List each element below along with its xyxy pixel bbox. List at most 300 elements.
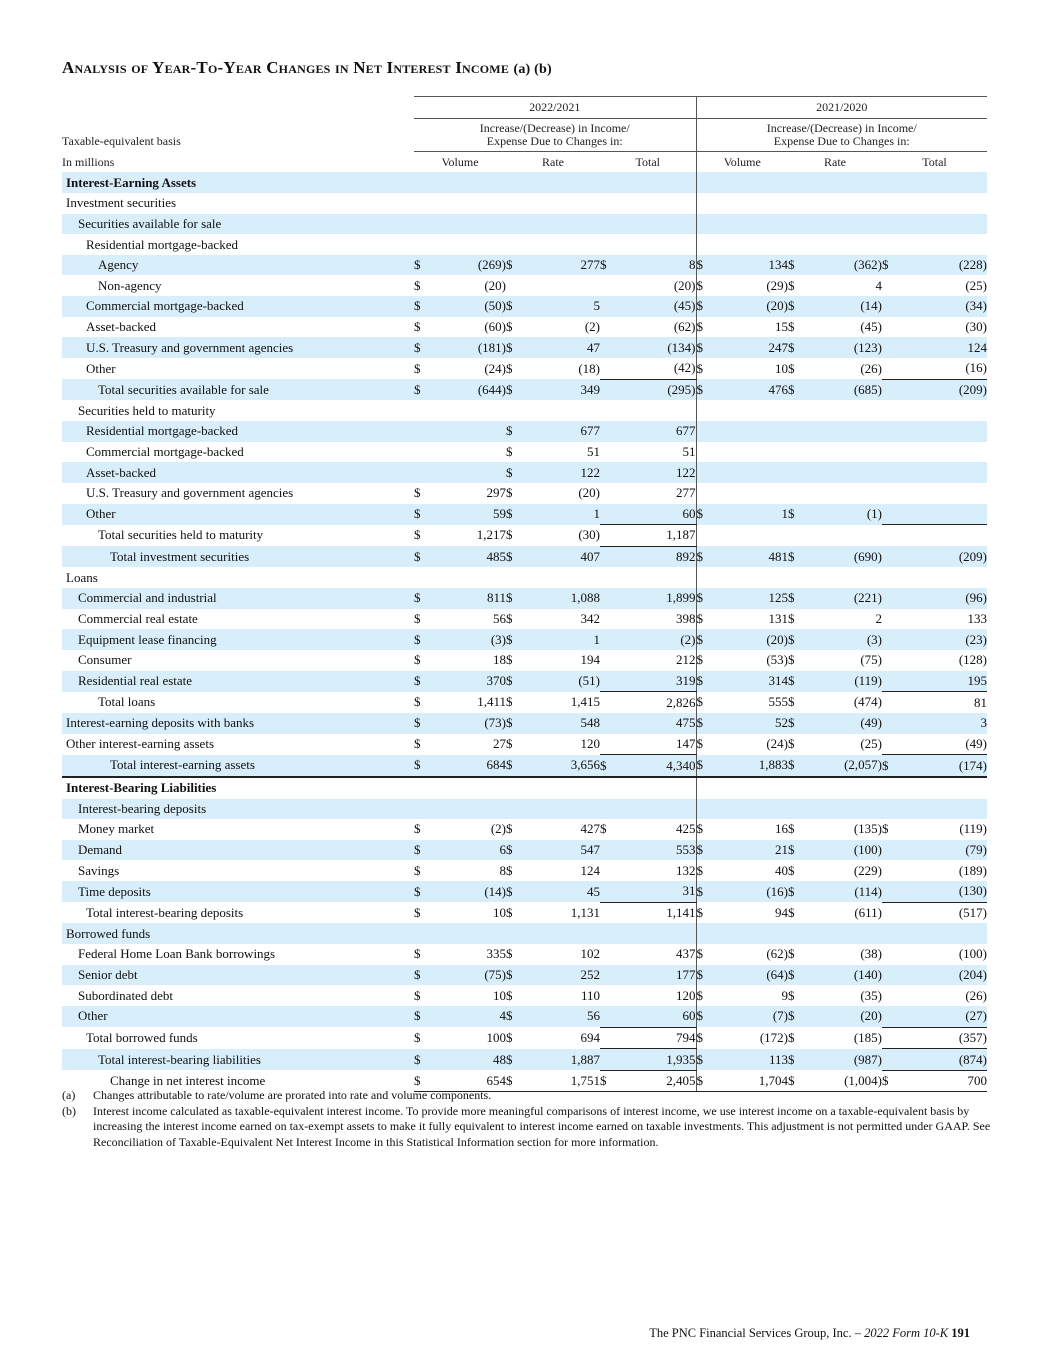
value-cell bbox=[718, 400, 788, 421]
value-cell: 131 bbox=[768, 611, 788, 627]
dollar-sign bbox=[506, 799, 528, 820]
table-row bbox=[62, 483, 987, 504]
value-cell: (53) bbox=[766, 652, 788, 668]
dollar-sign bbox=[600, 650, 622, 671]
dollar-sign: $ bbox=[788, 1006, 810, 1027]
row-label: Money market bbox=[78, 821, 155, 837]
footnote-a-key: (a) bbox=[62, 1088, 76, 1102]
row-label: Equipment lease financing bbox=[62, 629, 414, 650]
dollar-sign bbox=[414, 234, 436, 255]
value-cell bbox=[622, 172, 696, 193]
value-cell: 1,088 bbox=[528, 588, 600, 609]
value-cell: (50) bbox=[436, 296, 506, 317]
value-cell: 102 bbox=[580, 946, 600, 962]
row-label: Residential mortgage-backed bbox=[86, 236, 238, 252]
dollar-sign bbox=[882, 902, 904, 923]
value-cell bbox=[904, 214, 987, 235]
dollar-sign bbox=[696, 172, 718, 193]
value-cell bbox=[904, 234, 987, 255]
dollar-sign: $ bbox=[506, 527, 513, 543]
value-cell: (135) bbox=[853, 821, 882, 837]
value-cell: (75) bbox=[860, 652, 882, 668]
dollar-sign bbox=[882, 1027, 904, 1049]
dollar-sign bbox=[506, 567, 528, 588]
value-cell: (38) bbox=[860, 946, 882, 962]
dollar-sign: $ bbox=[414, 862, 421, 878]
dollar-sign: $ bbox=[506, 881, 528, 902]
dollar-sign bbox=[882, 1006, 904, 1027]
dollar-sign bbox=[882, 799, 904, 820]
value-cell: (49) bbox=[904, 734, 987, 755]
value-cell: (79) bbox=[904, 840, 987, 861]
value-cell: (189) bbox=[958, 862, 987, 878]
value-cell bbox=[810, 799, 882, 820]
dollar-sign bbox=[882, 840, 904, 861]
dollar-sign: $ bbox=[696, 840, 718, 861]
footer-form: 2022 Form 10-K bbox=[864, 1326, 949, 1340]
value-cell: 5 bbox=[528, 296, 600, 317]
row-label: Non-agency bbox=[98, 277, 162, 293]
dollar-sign: $ bbox=[788, 694, 795, 710]
table-row bbox=[62, 172, 987, 193]
dollar-sign: $ bbox=[506, 337, 528, 358]
value-cell: (60) bbox=[484, 319, 506, 335]
dollar-sign bbox=[882, 296, 904, 317]
table-row bbox=[62, 944, 987, 965]
dollar-sign: $ bbox=[788, 904, 795, 920]
dollar-sign bbox=[600, 902, 622, 923]
value-cell bbox=[622, 777, 696, 799]
dollar-sign: $ bbox=[506, 946, 513, 962]
value-cell: (685) bbox=[810, 379, 882, 400]
row-label: Other bbox=[62, 504, 414, 525]
value-cell: 425 bbox=[622, 819, 696, 840]
dollar-sign bbox=[788, 525, 810, 547]
value-cell: 1 bbox=[718, 504, 788, 525]
value-cell: (204) bbox=[904, 965, 987, 986]
value-cell: 177 bbox=[622, 965, 696, 986]
dollar-sign bbox=[600, 629, 622, 650]
dollar-sign: $ bbox=[696, 821, 703, 837]
dollar-sign bbox=[696, 234, 718, 255]
value-cell: 677 bbox=[622, 421, 696, 442]
value-cell: (30) bbox=[578, 527, 600, 543]
footnote-b-key: (b) bbox=[62, 1103, 76, 1118]
dollar-sign: $ bbox=[414, 588, 436, 609]
dollar-sign: $ bbox=[696, 319, 703, 335]
dollar-sign bbox=[696, 777, 718, 799]
value-cell bbox=[436, 234, 506, 255]
dollar-sign: $ bbox=[414, 379, 436, 400]
value-cell: (20) bbox=[578, 485, 600, 501]
value-cell: (3) bbox=[436, 629, 506, 650]
table-row bbox=[62, 588, 987, 609]
dollar-sign: $ bbox=[696, 360, 703, 376]
dollar-sign: $ bbox=[788, 881, 810, 902]
table-row bbox=[62, 337, 987, 358]
dollar-sign: $ bbox=[414, 255, 436, 276]
period-header-2021-2020: 2021/2020 bbox=[696, 97, 987, 119]
value-cell bbox=[622, 799, 696, 820]
value-cell bbox=[810, 923, 882, 944]
dollar-sign: $ bbox=[788, 255, 810, 276]
value-cell: (221) bbox=[810, 588, 882, 609]
value-cell: (30) bbox=[965, 319, 987, 335]
dollar-sign: $ bbox=[414, 1029, 421, 1045]
value-cell: 110 bbox=[580, 987, 600, 1003]
dollar-sign bbox=[882, 609, 904, 630]
value-cell bbox=[904, 525, 987, 547]
dollar-sign bbox=[882, 317, 904, 338]
value-cell: 59 bbox=[436, 504, 506, 525]
dollar-sign bbox=[696, 483, 718, 504]
dollar-sign bbox=[600, 317, 622, 338]
value-cell: 335 bbox=[486, 946, 506, 962]
value-cell: 120 bbox=[622, 985, 696, 1006]
value-cell bbox=[904, 923, 987, 944]
value-cell: (49) bbox=[810, 713, 882, 734]
value-cell: 52 bbox=[718, 713, 788, 734]
value-cell bbox=[528, 234, 600, 255]
value-cell: 10 bbox=[493, 904, 506, 920]
row-label: Agency bbox=[62, 255, 414, 276]
value-cell: (18) bbox=[578, 360, 600, 376]
row-label: Total interest-bearing deposits bbox=[86, 904, 244, 920]
units-label: In millions bbox=[62, 151, 414, 172]
dollar-sign bbox=[600, 777, 622, 799]
table-row bbox=[62, 255, 987, 276]
value-cell: (45) bbox=[622, 296, 696, 317]
dollar-sign bbox=[696, 567, 718, 588]
value-cell: (474) bbox=[853, 694, 882, 710]
dollar-sign bbox=[506, 275, 528, 296]
dollar-sign bbox=[600, 400, 622, 421]
value-cell: (134) bbox=[622, 337, 696, 358]
value-cell bbox=[810, 400, 882, 421]
value-cell bbox=[718, 172, 788, 193]
value-cell: (2) bbox=[490, 821, 506, 837]
dollar-sign bbox=[600, 671, 622, 692]
dollar-sign bbox=[414, 462, 436, 483]
value-cell: (362) bbox=[810, 255, 882, 276]
dollar-sign: $ bbox=[788, 946, 795, 962]
dollar-sign: $ bbox=[506, 546, 528, 567]
dollar-sign: $ bbox=[788, 611, 795, 627]
dollar-sign bbox=[788, 567, 810, 588]
value-cell: 314 bbox=[718, 671, 788, 692]
value-cell: 1,899 bbox=[622, 588, 696, 609]
value-cell: 56 bbox=[528, 1006, 600, 1027]
dollar-sign: $ bbox=[414, 319, 421, 335]
table-row bbox=[62, 650, 987, 671]
dollar-sign: $ bbox=[506, 713, 528, 734]
row-label: Asset-backed bbox=[62, 462, 414, 483]
dollar-sign bbox=[696, 442, 718, 463]
row-label: Commercial mortgage-backed bbox=[86, 443, 244, 459]
dollar-sign: $ bbox=[506, 379, 528, 400]
value-cell: 8 bbox=[622, 255, 696, 276]
value-cell: (690) bbox=[810, 546, 882, 567]
value-cell: 548 bbox=[528, 713, 600, 734]
dollar-sign: $ bbox=[696, 671, 718, 692]
value-cell: 2,405 bbox=[622, 1070, 696, 1092]
dollar-sign: $ bbox=[506, 965, 528, 986]
value-cell: 81 bbox=[974, 694, 987, 710]
page-title bbox=[62, 58, 552, 78]
basis-label: Taxable-equivalent basis bbox=[62, 118, 414, 151]
row-label: Time deposits bbox=[62, 881, 414, 902]
dollar-sign: $ bbox=[696, 1049, 718, 1071]
value-cell: (25) bbox=[965, 277, 987, 293]
value-cell: 2 bbox=[875, 611, 882, 627]
dollar-sign: $ bbox=[506, 485, 513, 501]
dollar-sign: $ bbox=[414, 965, 436, 986]
value-cell bbox=[622, 214, 696, 235]
dollar-sign bbox=[696, 400, 718, 421]
value-cell bbox=[436, 567, 506, 588]
row-label: Other bbox=[86, 360, 116, 376]
value-cell bbox=[622, 567, 696, 588]
dollar-sign bbox=[788, 462, 810, 483]
value-cell: (20) bbox=[622, 275, 696, 296]
footnote-b bbox=[62, 1104, 997, 1151]
value-cell: 212 bbox=[622, 650, 696, 671]
value-cell: 4,340 bbox=[622, 755, 696, 777]
value-cell: (874) bbox=[904, 1049, 987, 1071]
table-row bbox=[62, 462, 987, 483]
value-cell bbox=[622, 923, 696, 944]
value-cell bbox=[904, 400, 987, 421]
dollar-sign bbox=[882, 421, 904, 442]
dollar-sign: $ bbox=[696, 337, 718, 358]
value-cell: 15 bbox=[775, 319, 788, 335]
dollar-sign bbox=[882, 275, 904, 296]
dollar-sign: $ bbox=[696, 904, 703, 920]
value-cell: 1,704 bbox=[718, 1070, 788, 1092]
dollar-sign: $ bbox=[788, 296, 810, 317]
value-cell: 1,883 bbox=[718, 755, 788, 777]
value-cell bbox=[622, 193, 696, 214]
value-cell: 56 bbox=[493, 611, 506, 627]
group-header-b-line1: Increase/(Decrease) in Income/ bbox=[766, 120, 917, 135]
value-cell bbox=[810, 214, 882, 235]
value-cell: 122 bbox=[528, 462, 600, 483]
value-cell bbox=[436, 799, 506, 820]
value-cell bbox=[528, 799, 600, 820]
row-label: Commercial real estate bbox=[78, 611, 198, 627]
dollar-sign: $ bbox=[414, 504, 436, 525]
table-row bbox=[62, 234, 987, 255]
col-total-a: Total bbox=[600, 151, 696, 172]
value-cell: 10 bbox=[493, 987, 506, 1003]
value-cell bbox=[718, 442, 788, 463]
dollar-sign: $ bbox=[788, 736, 795, 752]
value-cell bbox=[904, 462, 987, 483]
dollar-sign: $ bbox=[882, 755, 904, 777]
value-cell: 124 bbox=[904, 337, 987, 358]
row-label: Total interest-bearing liabilities bbox=[62, 1049, 414, 1071]
dollar-sign: $ bbox=[506, 987, 513, 1003]
dollar-sign bbox=[882, 860, 904, 881]
value-cell: (20) bbox=[718, 296, 788, 317]
value-cell: 195 bbox=[904, 671, 987, 692]
table-row bbox=[62, 629, 987, 650]
group-header-a bbox=[414, 118, 696, 151]
value-cell: (644) bbox=[436, 379, 506, 400]
dollar-sign bbox=[600, 1049, 622, 1071]
col-rate-b: Rate bbox=[824, 154, 846, 169]
dollar-sign: $ bbox=[506, 652, 513, 668]
row-label: Residential mortgage-backed bbox=[62, 421, 414, 442]
value-cell: 16 bbox=[775, 821, 788, 837]
value-cell bbox=[904, 777, 987, 799]
value-cell: 133 bbox=[967, 611, 987, 627]
dollar-sign bbox=[882, 442, 904, 463]
dollar-sign bbox=[882, 337, 904, 358]
dollar-sign bbox=[600, 1027, 622, 1049]
dollar-sign bbox=[696, 421, 718, 442]
dollar-sign: $ bbox=[506, 840, 528, 861]
dollar-sign: $ bbox=[414, 337, 436, 358]
page-footer bbox=[649, 1326, 970, 1341]
value-cell: (119) bbox=[810, 671, 882, 692]
dollar-sign bbox=[414, 400, 436, 421]
table-row bbox=[62, 567, 987, 588]
dollar-sign bbox=[414, 193, 436, 214]
table-row bbox=[62, 193, 987, 214]
table-row bbox=[62, 799, 987, 820]
value-cell: (25) bbox=[860, 736, 882, 752]
table-row bbox=[62, 755, 987, 777]
value-cell bbox=[904, 504, 987, 525]
dollar-sign: $ bbox=[414, 736, 421, 752]
value-cell bbox=[528, 400, 600, 421]
value-cell: (2) bbox=[622, 629, 696, 650]
value-cell: (29) bbox=[766, 277, 788, 293]
value-cell: (228) bbox=[904, 255, 987, 276]
value-cell: (209) bbox=[904, 546, 987, 567]
value-cell: 8 bbox=[499, 862, 506, 878]
dollar-sign: $ bbox=[414, 1070, 436, 1092]
value-cell bbox=[436, 777, 506, 799]
table-row bbox=[62, 609, 987, 630]
value-cell bbox=[436, 214, 506, 235]
dollar-sign: $ bbox=[696, 1070, 718, 1092]
dollar-sign bbox=[600, 944, 622, 965]
value-cell: 120 bbox=[580, 736, 600, 752]
value-cell: (119) bbox=[959, 821, 987, 837]
dollar-sign bbox=[882, 379, 904, 400]
value-cell bbox=[904, 193, 987, 214]
dollar-sign: $ bbox=[696, 987, 703, 1003]
value-cell: (611) bbox=[854, 904, 882, 920]
dollar-sign bbox=[600, 985, 622, 1006]
dollar-sign bbox=[600, 799, 622, 820]
dollar-sign: $ bbox=[600, 255, 622, 276]
value-cell: 45 bbox=[528, 881, 600, 902]
value-cell: 892 bbox=[622, 546, 696, 567]
value-cell bbox=[528, 567, 600, 588]
dollar-sign bbox=[600, 379, 622, 400]
row-label: Total securities available for sale bbox=[62, 379, 414, 400]
value-cell: 1 bbox=[528, 629, 600, 650]
dollar-sign bbox=[600, 525, 622, 547]
value-cell: 147 bbox=[622, 734, 696, 755]
value-cell: (34) bbox=[904, 296, 987, 317]
dollar-sign: $ bbox=[506, 1049, 528, 1071]
row-label: Interest-Earning Assets bbox=[62, 172, 414, 193]
value-cell: (517) bbox=[958, 905, 987, 921]
value-cell: 124 bbox=[580, 862, 600, 878]
value-cell bbox=[904, 799, 987, 820]
value-cell: (24) bbox=[484, 360, 506, 376]
value-cell: (73) bbox=[436, 713, 506, 734]
dollar-sign: $ bbox=[788, 965, 810, 986]
value-cell bbox=[904, 442, 987, 463]
dollar-sign bbox=[600, 483, 622, 504]
dollar-sign: $ bbox=[696, 755, 718, 777]
value-cell: 40 bbox=[775, 862, 788, 878]
row-label: Securities held to maturity bbox=[78, 402, 216, 418]
value-cell: (130) bbox=[904, 881, 987, 902]
dollar-sign bbox=[882, 1049, 904, 1071]
value-cell: 18 bbox=[493, 652, 506, 668]
row-label: Commercial mortgage-backed bbox=[62, 296, 414, 317]
dollar-sign: $ bbox=[788, 360, 795, 376]
value-cell: 297 bbox=[486, 485, 506, 501]
value-cell bbox=[718, 462, 788, 483]
dollar-sign: $ bbox=[414, 881, 436, 902]
value-cell: (3) bbox=[810, 629, 882, 650]
row-label: Federal Home Loan Bank borrowings bbox=[78, 946, 276, 962]
dollar-sign bbox=[600, 881, 622, 902]
value-cell: (174) bbox=[904, 755, 987, 777]
dollar-sign: $ bbox=[414, 755, 436, 777]
dollar-sign bbox=[600, 588, 622, 609]
dollar-sign bbox=[600, 692, 622, 713]
value-cell: (35) bbox=[860, 987, 882, 1003]
table-row bbox=[62, 965, 987, 986]
dollar-sign bbox=[600, 275, 622, 296]
value-cell: (185) bbox=[853, 1029, 882, 1045]
dollar-sign: $ bbox=[788, 821, 795, 837]
dollar-sign bbox=[882, 567, 904, 588]
value-cell bbox=[528, 923, 600, 944]
dollar-sign bbox=[882, 462, 904, 483]
value-cell bbox=[622, 234, 696, 255]
dollar-sign bbox=[696, 214, 718, 235]
table-row bbox=[62, 442, 987, 463]
row-label: Investment securities bbox=[66, 195, 177, 211]
value-cell: 60 bbox=[622, 1006, 696, 1027]
value-cell: (75) bbox=[436, 965, 506, 986]
value-cell bbox=[436, 421, 506, 442]
dollar-sign: $ bbox=[696, 652, 703, 668]
value-cell: 60 bbox=[622, 504, 696, 525]
value-cell bbox=[622, 400, 696, 421]
value-cell: 125 bbox=[718, 588, 788, 609]
value-cell: (23) bbox=[904, 629, 987, 650]
dollar-sign: $ bbox=[506, 821, 513, 837]
dollar-sign: $ bbox=[414, 1006, 436, 1027]
dollar-sign bbox=[600, 965, 622, 986]
dollar-sign bbox=[414, 567, 436, 588]
dollar-sign bbox=[882, 546, 904, 567]
row-label: Consumer bbox=[78, 652, 132, 668]
dollar-sign bbox=[506, 400, 528, 421]
value-cell: 9 bbox=[781, 987, 788, 1003]
value-cell: 31 bbox=[622, 881, 696, 902]
